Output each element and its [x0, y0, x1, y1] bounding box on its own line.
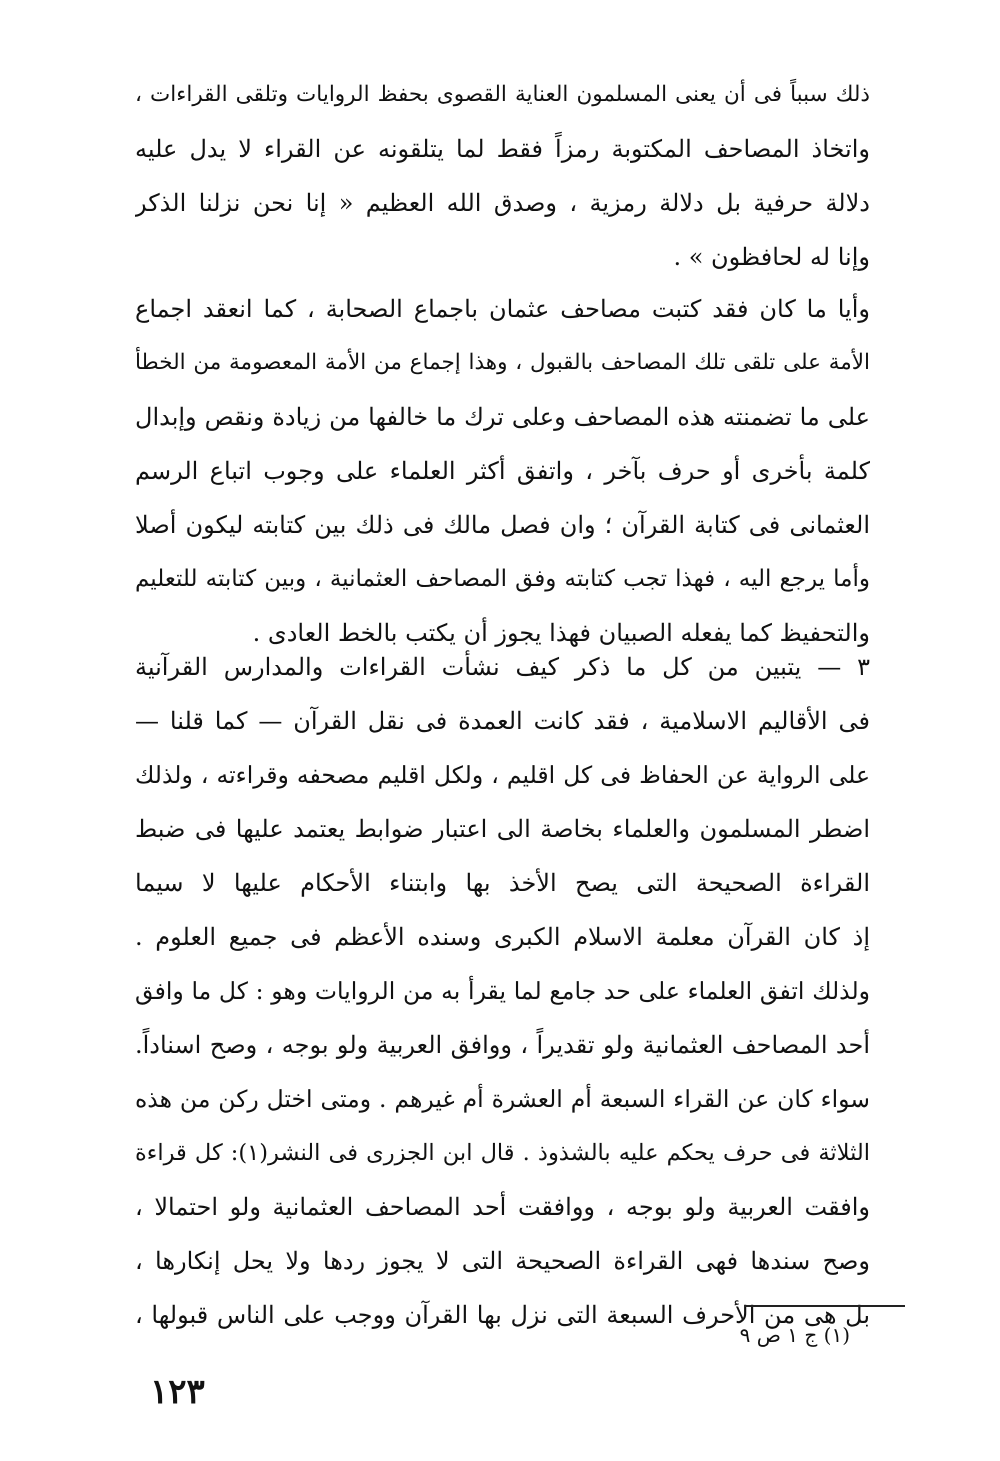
text-line: الثلاثة فى حرف يحكم عليه بالشذوذ . قال ابن الجزرى فى النشر(١): كل قراءة [135, 1140, 870, 1166]
footnote: (١) ج ١ ص ٩ [739, 1323, 850, 1347]
paragraph-2 [135, 282, 870, 660]
text-line: بل هى من الأحرف السبعة التى نزل بها القرآن ووجب على الناس قبولها ، [135, 1301, 870, 1329]
text-line: الأمة على تلقى تلك المصاحف بالقبول ، وهذا إجماع من الأمة المعصومة من الخطأ [135, 350, 870, 375]
text-line: فى الأقاليم الاسلامية ، فقد كانت العمدة فى نقل القرآن — كما قلنا — [135, 707, 870, 735]
text-line: سواء كان عن القراء السبعة أم العشرة أم غيرهم . ومتى اختل ركن من هذه [135, 1085, 870, 1113]
text-line: وأما يرجع اليه ، فهذا تجب كتابته وفق المصاحف العثمانية ، وبين كتابته للتعليم [135, 566, 870, 592]
text-line: على الرواية عن الحفاظ فى كل اقليم ، ولكل اقليم مصحفه وقراءته ، ولذلك [135, 761, 870, 789]
paragraph-1 [135, 68, 870, 284]
text-line: القراءة الصحيحة التى يصح الأخذ بها وابتناء الأحكام عليها لا سيما [135, 869, 870, 897]
text-line: على ما تضمنته هذه المصاحف وعلى ترك ما خالفها من زيادة ونقص وإبدال [135, 403, 870, 431]
text-line: إذ كان القرآن معلمة الاسلام الكبرى وسنده الأعظم فى جميع العلوم . [135, 923, 870, 951]
text-line: أحد المصاحف العثمانية ولو تقديراً ، ووافق العربية ولو بوجه ، وصح اسناداً. [135, 1031, 870, 1059]
text-line: دلالة حرفية بل دلالة رمزية ، وصدق الله العظيم « إنا نحن نزلنا الذكر [135, 189, 870, 217]
paragraph-3 [135, 640, 870, 1342]
text-line: وإنا له لحافظون » . [673, 243, 870, 271]
footnote-divider [745, 1305, 905, 1307]
text-line: وصح سندها فهى القراءة الصحيحة التى لا يجوز ردها ولا يحل إنكارها ، [135, 1247, 870, 1275]
page-number: ١٢٣ [150, 1372, 205, 1412]
text-line: ٣ — يتبين من كل ما ذكر كيف نشأت القراءات والمدارس القرآنية [135, 653, 870, 681]
text-line: وافقت العربية ولو بوجه ، ووافقت أحد المصاحف العثمانية ولو احتمالا ، [135, 1193, 870, 1221]
text-line: والتحفيظ كما يفعله الصبيان فهذا يجوز أن يكتب بالخط العادى . [252, 619, 870, 647]
text-line: اضطر المسلمون والعلماء بخاصة الى اعتبار ضوابط يعتمد عليها فى ضبط [135, 815, 870, 843]
text-line: العثمانى فى كتابة القرآن ؛ وان فصل مالك فى ذلك بين كتابته ليكون أصلا [135, 511, 870, 539]
text-line: ولذلك اتفق العلماء على حد جامع لما يقرأ به من الروايات وهو : كل ما وافق [135, 977, 870, 1005]
text-line: واتخاذ المصاحف المكتوبة رمزاً فقط لما يتلقونه عن القراء لا يدل عليه [135, 135, 870, 163]
text-line: ذلك سبباً فى أن يعنى المسلمون العناية القصوى بحفظ الروايات وتلقى القراءات ، [135, 82, 870, 107]
text-line: وأيا ما كان فقد كتبت مصاحف عثمان باجماع الصحابة ، كما انعقد اجماع [135, 295, 870, 323]
text-line: كلمة بأخرى أو حرف بآخر ، واتفق أكثر العلماء على وجوب اتباع الرسم [135, 457, 870, 485]
